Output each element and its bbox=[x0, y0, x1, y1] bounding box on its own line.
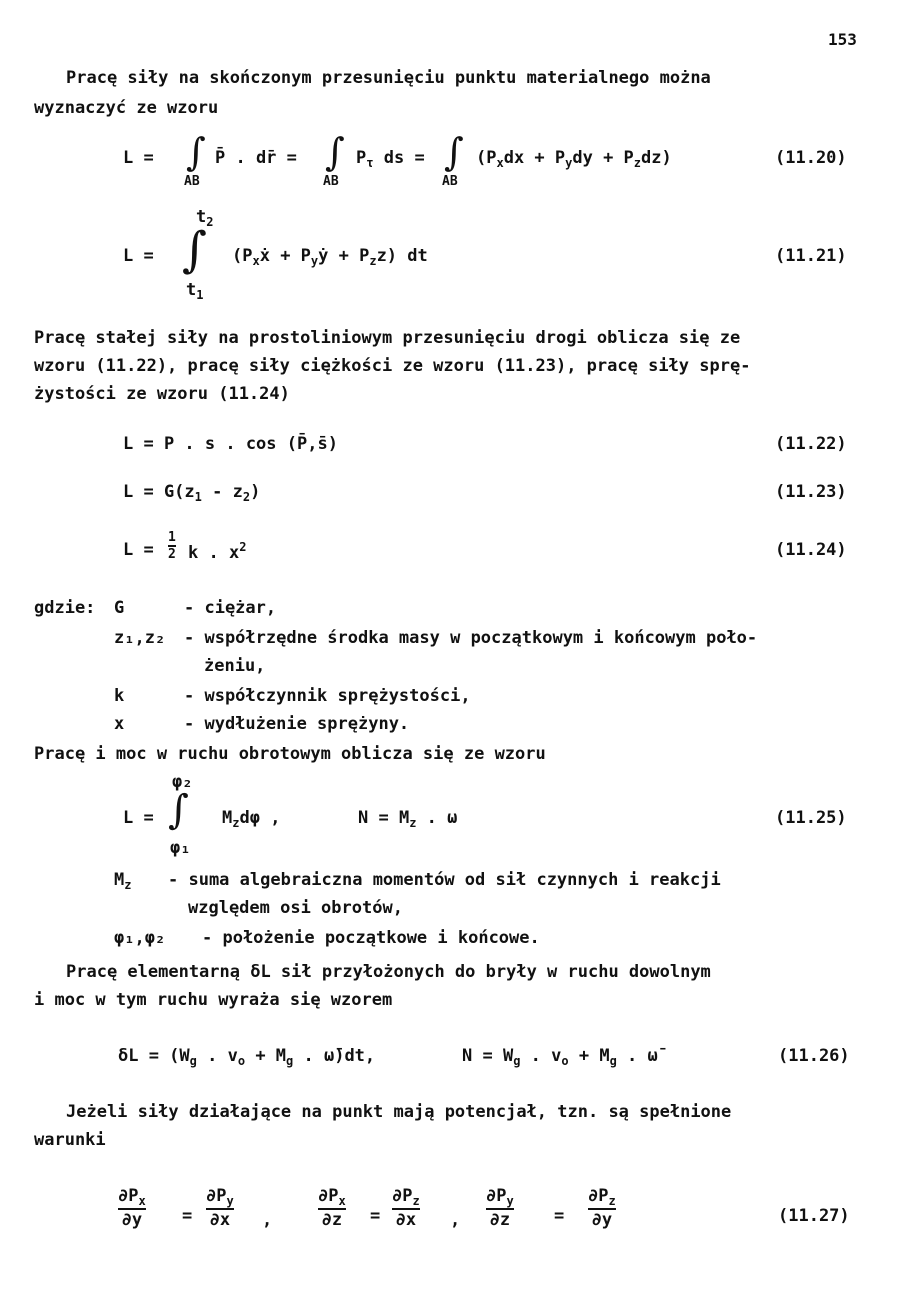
paragraph-line: wyznaczyć ze wzoru bbox=[34, 98, 219, 118]
paragraph-line: żystości ze wzoru (11.24) bbox=[34, 384, 290, 404]
paragraph-line: Pracę stałej siły na prostoliniowym przesunięciu drogi oblicza się ze bbox=[34, 328, 741, 348]
integral-upper-limit: φ₂ bbox=[172, 772, 193, 792]
integral-lower-limit: φ₁ bbox=[170, 838, 191, 858]
paragraph-line: Pracę i moc w ruchu obrotowym oblicza się ze wzoru bbox=[34, 744, 546, 764]
integral-limit: AB bbox=[184, 174, 200, 189]
eq-lhs: L = bbox=[123, 540, 154, 560]
eq-lhs: L = bbox=[123, 246, 154, 266]
fraction: $\partial P_y$ ∂z bbox=[486, 1186, 514, 1230]
integral-sign: ∫ bbox=[182, 222, 208, 278]
definition-symbol: G bbox=[114, 598, 125, 618]
equation-number: (11.22) bbox=[775, 434, 847, 454]
eq-power: $N = W_g$ . $v_o + M_g$ . ω̄ bbox=[462, 1046, 658, 1068]
fraction: $\partial P_z$ ∂y bbox=[588, 1186, 616, 1230]
eq-body: $M_zd\varphi$ , bbox=[222, 808, 281, 830]
definition-symbol: z₁,z₂ bbox=[114, 628, 166, 648]
definition-text: - położenie początkowe i końcowe. bbox=[202, 928, 540, 948]
eq-term: $P_\tau$ ds = bbox=[356, 148, 425, 170]
fraction-one-half: 1 2 bbox=[168, 530, 176, 562]
definition-text: - współczynnik sprężystości, bbox=[184, 686, 471, 706]
equation-number: (11.25) bbox=[775, 808, 847, 828]
definition-text: - wydłużenie sprężyny. bbox=[184, 714, 410, 734]
eq-lhs: L = bbox=[123, 148, 154, 168]
definition-text: - ciężar, bbox=[184, 598, 277, 618]
equation-number: (11.20) bbox=[775, 148, 847, 168]
definitions-label: gdzie: bbox=[34, 598, 96, 618]
paragraph-line: Pracę elementarną δL sił przyłożonych do bryły w ruchu dowolnym bbox=[66, 962, 711, 982]
eq-body: ($P_xẋ$ + $P_yẏ + P_zz$) dt bbox=[232, 246, 428, 268]
eq-term: $(P_xdx + P_ydy + P_zdz)$ bbox=[476, 148, 672, 170]
equation-number: (11.24) bbox=[775, 540, 847, 560]
definition-text: - suma algebraiczna momentów od sił czynnych i reakcji bbox=[168, 870, 721, 890]
integral-limit: AB bbox=[442, 174, 458, 189]
fraction: $\partial P_y$ ∂x bbox=[206, 1186, 234, 1230]
definition-text: żeniu, bbox=[204, 656, 266, 676]
equation-number: (11.27) bbox=[778, 1206, 850, 1226]
fraction: $\partial P_x$ ∂y bbox=[118, 1186, 146, 1230]
page-number: 153 bbox=[828, 30, 857, 49]
definition-symbol: k bbox=[114, 686, 125, 706]
paragraph-line: Pracę siły na skończonym przesunięciu punktu materialnego można bbox=[66, 68, 711, 88]
integral-lower-limit: $t_1$ bbox=[186, 280, 204, 302]
equation-number: (11.21) bbox=[775, 246, 847, 266]
integral-sign: ∫ bbox=[186, 130, 206, 174]
definition-text: - współrzędne środka masy w początkowym i końcowym poło- bbox=[184, 628, 758, 648]
equation-number: (11.23) bbox=[775, 482, 847, 502]
paragraph-line: wzoru (11.22), pracę siły ciężkości ze wzoru (11.23), pracę siły sprę- bbox=[34, 356, 751, 376]
equals-sign: = bbox=[182, 1206, 193, 1226]
comma: , bbox=[450, 1210, 461, 1230]
eq-work: $\delta L = (W_g$ . $v_o + M_g$ . ω̄)dt, bbox=[118, 1046, 376, 1068]
definition-symbol: φ₁,φ₂ bbox=[114, 928, 166, 948]
integral-sign: ∫ bbox=[444, 130, 464, 174]
equation-number: (11.26) bbox=[778, 1046, 850, 1066]
equals-sign: = bbox=[370, 1206, 381, 1226]
integral-sign: ∫ bbox=[168, 787, 189, 833]
eq-lhs: L = bbox=[123, 808, 154, 828]
comma: , bbox=[262, 1210, 273, 1230]
paragraph-line: i moc w tym ruchu wyraża się wzorem bbox=[34, 990, 393, 1010]
eq-power: $N = M_z$ . ω bbox=[358, 808, 458, 830]
integral-limit: AB bbox=[323, 174, 339, 189]
paragraph-line: warunki bbox=[34, 1130, 106, 1150]
definition-symbol: $M_z$ bbox=[114, 870, 132, 892]
paragraph-line: Jeżeli siły działające na punkt mają potencjał, tzn. są spełnione bbox=[66, 1102, 732, 1122]
integral-upper-limit: $t_2$ bbox=[196, 207, 214, 229]
eq-body: k . $x^2$ bbox=[188, 540, 247, 563]
fraction: $\partial P_z$ ∂x bbox=[392, 1186, 420, 1230]
integral-sign: ∫ bbox=[325, 130, 345, 174]
equation-11-22: L = P . s . cos (P̄,s̄) bbox=[123, 434, 338, 454]
equation-11-23: $L = G(z_1 - z_2)$ bbox=[123, 482, 261, 504]
equals-sign: = bbox=[554, 1206, 565, 1226]
eq-term: P̄ . dr̄ = bbox=[215, 148, 297, 168]
definition-text: względem osi obrotów, bbox=[188, 898, 403, 918]
fraction: $\partial P_x$ ∂z bbox=[318, 1186, 346, 1230]
definition-symbol: x bbox=[114, 714, 125, 734]
